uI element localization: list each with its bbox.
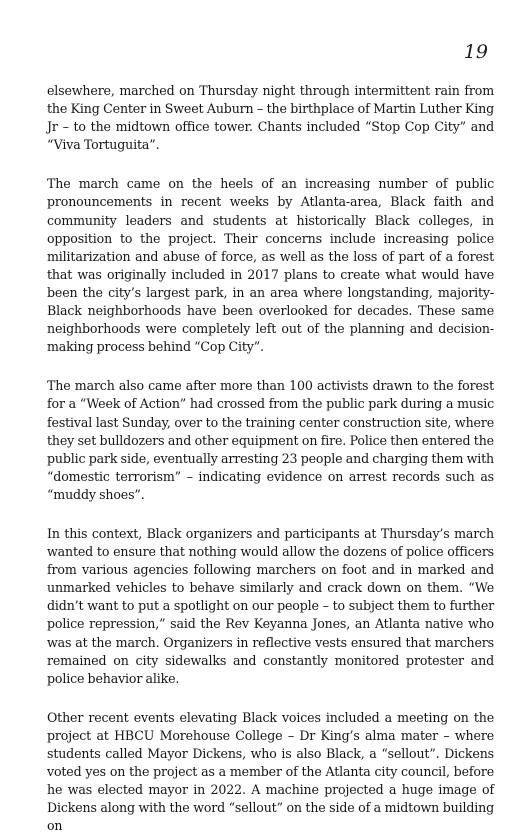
paragraph-1: elsewhere, marched on Thursday night through intermittent rain from the King Center in Sweet Auburn – the birthplace of Martin Luther King Jr – to the midtown office tower. Chants included “Stop Cop City” and “Viva Tortuguita”.: [47, 83, 494, 153]
paragraph-4: In this context, Black organizers and participants at Thursday’s march wanted to ensure that nothing would allow the dozens of police officers from various agencies following marchers on foot and in marked and unmarked vehicles to behave similarly and crack down on them. “We didn’t want to put a spotlight on our people – to subject them to further police repression,” said the Rev Keyanna Jones, an Atlanta native who was at the march. Organizers in reflective vests ensured that marchers remained on city sidewalks and constantly monitored protester and police behavior alike.: [47, 525, 494, 686]
body-text: [47, 82, 494, 835]
paragraph-2: The march came on the heels of an increasing number of public pronouncements in recent weeks by Atlanta-area, Black faith and community leaders and students at historically Black colleges, in opposition to the project. Their concerns include increasing police militarization and abuse of force, as well as the loss of part of a forest that was originally included in 2017 plans to create what would have been the city’s largest park, in an area where longstanding, majority-Black neighborhoods have been overlooked for decades. These same neighborhoods were completely left out of the planning and decision-making process behind “Cop City”.: [47, 176, 494, 355]
paragraph-5: Other recent events elevating Black voices included a meeting on the project at HBCU Morehouse College – Dr King’s alma mater – where students called Mayor Dickens, who is also Black, a “sellout”. Dickens voted yes on the project as a member of the Atlanta city council, before he was elected mayor in 2022. A machine projected a huge image of Dickens along with the word “sellout” on the side of a midtown building on: [47, 709, 494, 834]
paragraph-3: The march also came after more than 100 activists drawn to the forest for a “Week of Action” had crossed from the public park during a music festival last Sunday, over to the training center construction site, where they set bulldozers and other equipment on fire. Police then entered the public park side, eventually arresting 23 people and charging them with “domestic terrorism” – indicating evidence on arrest records such as “muddy shoes”.: [47, 378, 494, 502]
page-number: 19: [463, 41, 488, 63]
